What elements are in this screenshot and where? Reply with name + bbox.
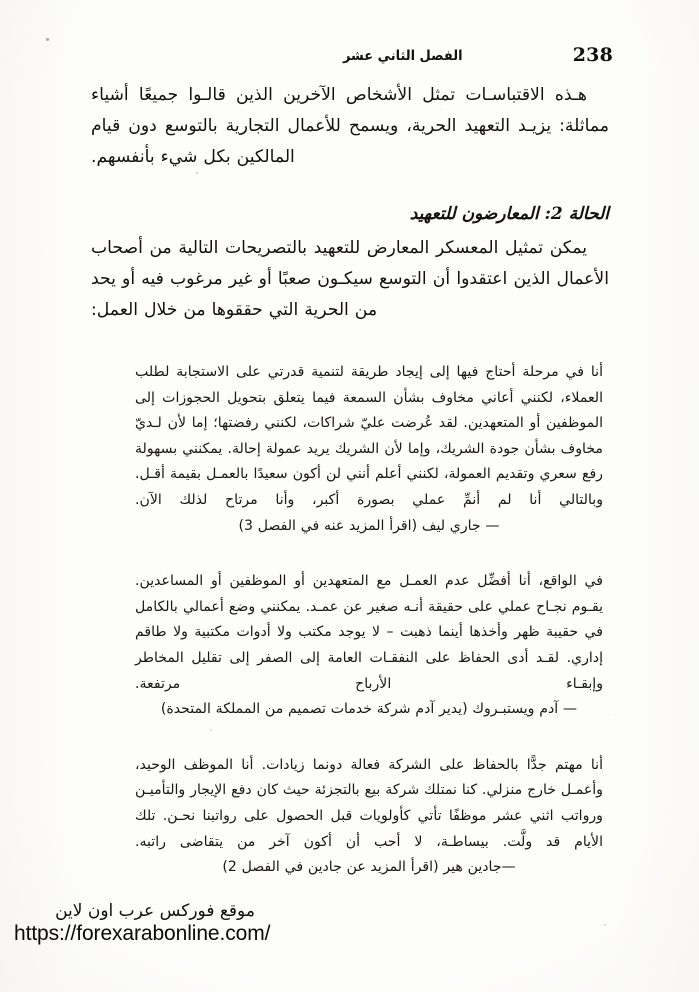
quote-block [91, 569, 609, 723]
quote-text: في الواقع، أنا أفضِّل عدم العمـل مع المتعهدين أو الموظفين أو المساعدين. يقـوم نجـاح عملي على حقيقة أنـه صغير عن عمـد. يمكنني وضع أعمالي بالكامل في حقيبة ظهر وأخذها أينما ذهبت – لا يوجد مكتب ولا أدوات مكتبية ولا طاقم إداري. لقـد أدى الحفاظ على النفقـات العامة إلى الصفر إلى تقليل المخاطر وإبقـاء الأرباح مرتفعة. [135, 573, 603, 692]
quote-text: أنا في مرحلة أحتاج فيها إلى إيجاد طريقة لتنمية قدرتي على الاستجابة لطلب العملاء، لكنني أعاني مخاوف بشأن السمعة فيما يتعلق بتحويل الحجوزات إلى الموظفين أو المتعهدين. لقد عُرضت عليّ شراكات، لكنني رفضتها؛ إما لأن لـديّ مخاوف بشأن جودة الشريك، وإما لأن الشريك يريد عمولة إحالة. يمكنني بسهولة رفع سعري وتقديم العمولة، لكنني أعلم أنني لن أكون سعيدًا بالعمـل بقيمة أقـل. وبالتالي أنا لم أنمِّ عملي بصورة أكبر، وأنا مرتاح لذلك الآن. [135, 364, 603, 508]
quote-attribution: — آدم ويستبـروك (يدير آدم شركة خدمات تصميم من المملكة المتحدة) [160, 701, 578, 718]
page-number: 238 [572, 44, 613, 66]
running-head [92, 44, 613, 66]
quote-text: أنا مهتم جدًّا بالحفاظ على الشركة فعالة دونما زيادات. أنا الموظف الوحيد، وأعمـل خارج منزلي. كنا نمتلك شركة بيع بالتجزئة حيث كان دفع الإيجار والتأميـن ورواتب اثني عشر موظفًا تأتي كأولويات قبل الحصول على رواتبنا نحـن. تلك الأيام قد ولَّت. بيساطـة، لا أحب أن أكون آخر من يتقاضى راتبه. [135, 756, 603, 850]
case-heading: الحالة 2: المعارضون للتعهيد [409, 204, 609, 224]
quote-attribution: — جاري ليف (اقرأ المزيد عنه في الفصل 3) [238, 517, 500, 534]
scan-speck [46, 38, 49, 41]
case-intro-paragraph: يمكن تمثيل المعسكر المعارض للتعهيد بالتصريحات التالية من أصحاب الأعمال الذين اعتقدوا أن التوسع سيكـون صعبًا أو غير مرغوب فيه أو يحد من الحرية التي حققوها من خلال العمل: [91, 238, 609, 320]
watermark-url[interactable]: https://forexarabonline.com/ [14, 922, 271, 946]
quote-block [91, 753, 609, 881]
watermark-site-name: موقع فوركس عرب اون لاين [55, 901, 255, 922]
body-column [91, 80, 609, 881]
intro-paragraph: هـذه الاقتباسـات تمثل الأشخاص الآخرين الذين قالـوا جميعًا أشياء مماثلة: يزيـد التعهيد الحرية، ويسمح للأعمال التجارية بالتوسع دون قيام المالكين بكل شيء بأنفسهم. [91, 85, 609, 167]
quote-block [91, 360, 609, 539]
quote-attribution: —جادين هير (اقرأ المزيد عن جادين في الفصل 2) [222, 859, 516, 876]
watermark [14, 902, 344, 946]
chapter-title: الفصل الثاني عشر [343, 48, 463, 64]
scan-speck [604, 924, 606, 926]
